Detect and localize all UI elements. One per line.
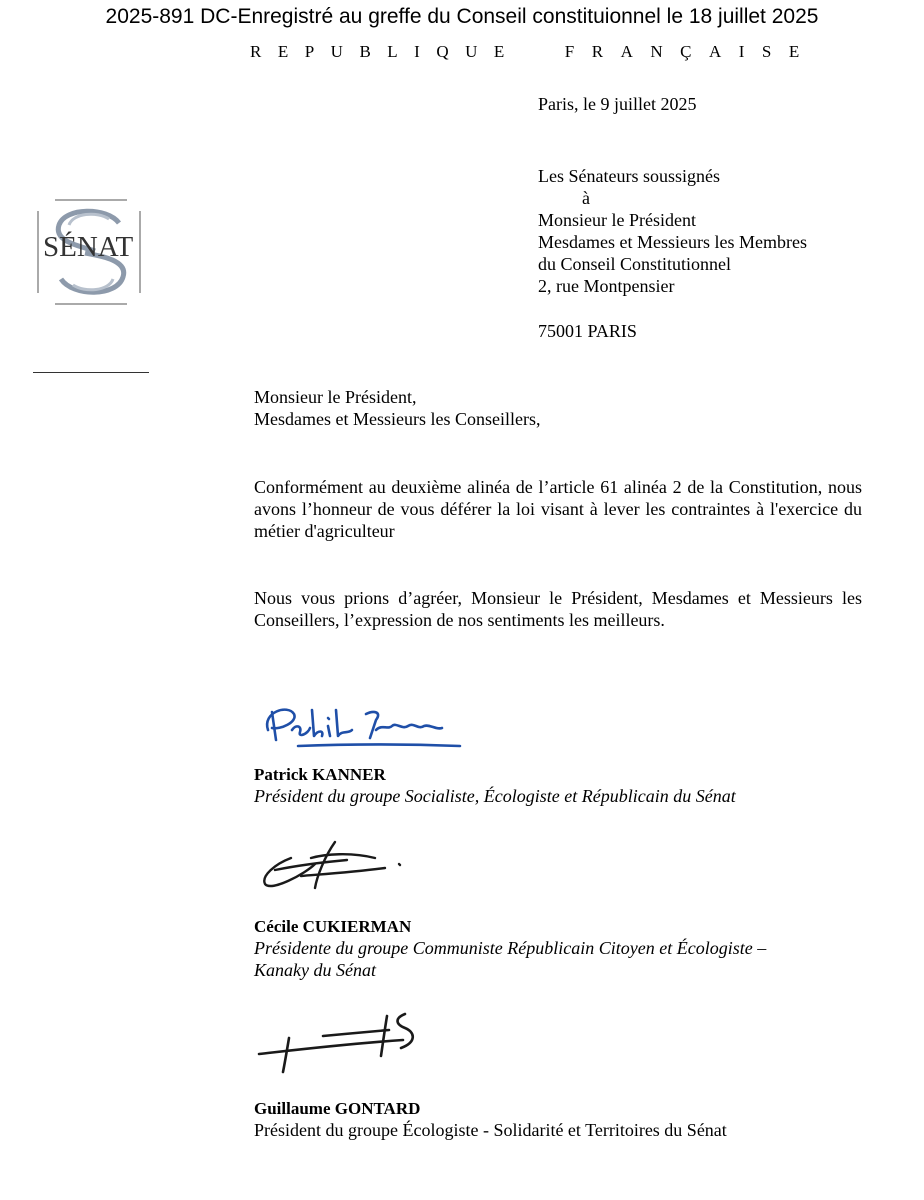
address-line: Monsieur le Président xyxy=(538,210,696,230)
salutation xyxy=(254,386,540,430)
address-line: 2, rue Montpensier xyxy=(538,276,675,296)
salutation-line: Mesdames et Messieurs les Conseillers, xyxy=(254,409,541,429)
francaise-word: FRANÇAISE xyxy=(564,42,817,61)
address-line: Les Sénateurs soussignés xyxy=(538,166,720,186)
letter-date: Paris, le 9 juillet 2025 xyxy=(538,94,697,114)
signatory-name: Cécile CUKIERMAN xyxy=(254,917,412,936)
registry-header: 2025-891 DC-Enregistré au greffe du Conseil constituionnel le 18 juillet 2025 xyxy=(105,5,819,28)
signatory-role: Président du groupe Écologiste - Solidarité et Territoires du Sénat xyxy=(254,1120,727,1140)
separator-line xyxy=(33,372,149,373)
address-line: Mesdames et Messieurs les Membres xyxy=(538,232,807,252)
signatory-role: Présidente du groupe Communiste Républicain Citoyen et Écologiste – xyxy=(254,938,767,958)
republique-word: REPUBLIQUE xyxy=(250,42,521,61)
signatory-gontard xyxy=(254,1099,727,1141)
postal-code: 75001 PARIS xyxy=(538,321,637,341)
signatory-cukierman xyxy=(254,917,766,981)
signatory-name: Patrick KANNER xyxy=(254,765,386,784)
signatory-kanner xyxy=(254,765,736,807)
signatory-role: Kanaky du Sénat xyxy=(254,960,376,980)
signatory-role: Président du groupe Socialiste, Écologiste et Républicain du Sénat xyxy=(254,786,736,806)
senat-logo xyxy=(35,197,145,307)
signature-gontard xyxy=(255,1008,445,1078)
address-line: du Conseil Constitutionnel xyxy=(538,254,732,274)
address-line: à xyxy=(582,188,590,208)
signature-cukierman xyxy=(255,836,405,898)
senat-logo-text: SÉNAT xyxy=(43,231,134,263)
signatory-name: Guillaume GONTARD xyxy=(254,1099,421,1118)
signature-kanner xyxy=(258,700,468,756)
recipient-address xyxy=(538,165,807,297)
body-paragraph-closing: Nous vous prions d’agréer, Monsieur le Président, Mesdames et Messieurs les Conseillers, l’expression de nos sentiments les meilleurs. xyxy=(254,588,862,630)
republique-francaise-header xyxy=(250,42,817,62)
salutation-line: Monsieur le Président, xyxy=(254,387,417,407)
body-paragraph-referral: Conformément au deuxième alinéa de l’article 61 alinéa 2 de la Constitution, nous avons l’honneur de vous déférer la loi visant à lever les contraintes à l'exercice du métier d'agriculteur xyxy=(254,477,862,541)
